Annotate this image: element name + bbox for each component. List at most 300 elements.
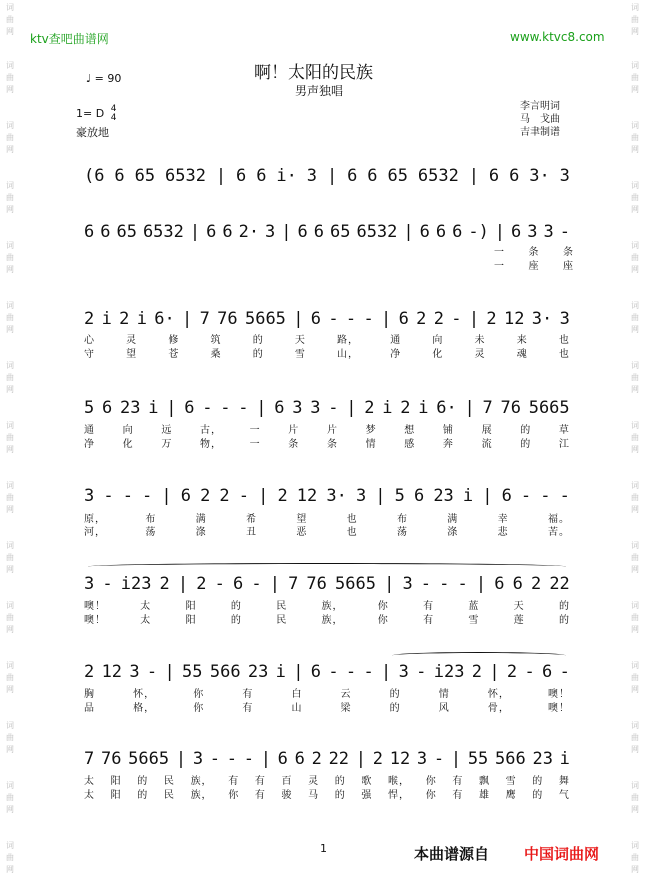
side-watermark-right: 词 曲 网 (631, 3, 639, 36)
lyric-syllable: 山， (337, 349, 360, 360)
side-watermark-left: 词 曲 网 (6, 361, 14, 394)
note-group: 3 (84, 486, 95, 506)
lyric-syllable: 阳 (110, 776, 122, 787)
lyric-syllable: 有 (452, 776, 464, 787)
note-group: 6 (256, 166, 267, 186)
lyric-syllable: 丑 (245, 527, 257, 538)
note-group: 6 (419, 222, 430, 242)
note-group: 6 (512, 574, 523, 594)
lyric-syllable: 远 (161, 425, 173, 436)
lyric-syllable: 你 (377, 601, 389, 612)
note-group: i (148, 398, 159, 418)
lyric-syllable: 太 (84, 776, 95, 787)
source-site: 中国词曲网 (524, 845, 600, 863)
lyric-syllable: 怀， (487, 689, 510, 700)
bar-line: | (293, 662, 304, 682)
lyric-syllable: 云 (340, 689, 352, 700)
lyric-syllable: 阳 (185, 601, 197, 612)
note-group: 6 (501, 486, 512, 506)
bar-line: | (215, 166, 227, 186)
note-group: 6 (494, 574, 505, 594)
side-watermark-left: 词 曲 网 (6, 781, 14, 814)
lyric-syllable: 满 (447, 514, 459, 525)
note-group: 6532 (164, 166, 206, 186)
lyric-syllable: 你 (377, 615, 389, 626)
lyric-syllable: 恶 (296, 527, 308, 538)
side-watermark-right: 词 曲 网 (631, 181, 639, 214)
note-group: - (433, 749, 445, 769)
note-group: 2· (238, 222, 260, 242)
side-watermark-left: 词 曲 网 (6, 121, 14, 154)
note-group: 55 (182, 662, 203, 682)
lyric-syllable: 有 (423, 601, 435, 612)
note-group: 65 (387, 166, 408, 186)
lyric-syllable: 雄 (478, 790, 490, 801)
lyric-syllable: 雪 (468, 615, 480, 626)
note-group: 2 (277, 486, 288, 506)
note-group: 566 (209, 662, 241, 682)
notation-line (84, 166, 570, 186)
note-group: - (102, 574, 113, 594)
lyric-syllable: 荡 (145, 527, 157, 538)
bar-line: | (269, 574, 280, 594)
note-group: 3 (402, 574, 413, 594)
lyric-syllable: 也 (346, 514, 358, 525)
bar-line: | (384, 574, 395, 594)
side-watermark-right: 词 曲 网 (631, 841, 639, 874)
note-group: 2 (372, 749, 383, 769)
note-group: - (209, 749, 221, 769)
lyric-syllable: 的 (252, 349, 264, 360)
lyric-syllable: 民 (163, 776, 175, 787)
bar-line: | (489, 662, 500, 682)
note-group: 7 (482, 398, 493, 418)
lyric-syllable: 望 (126, 349, 138, 360)
note-group: i (101, 309, 112, 329)
bar-line: | (375, 486, 386, 506)
lyric-syllable: 梁 (340, 703, 352, 714)
note-group: 22 (328, 749, 350, 769)
note-group: - (559, 662, 570, 682)
bar-line: | (189, 222, 201, 242)
note-group: 22 (549, 574, 570, 594)
note-group: 2 (416, 309, 427, 329)
lyrics-verse-2 (84, 438, 570, 452)
lyric-syllable: 喉， (388, 776, 411, 787)
note-group: - (345, 309, 357, 329)
lyric-syllable: 桑 (210, 349, 222, 360)
note-group: 6532 (356, 222, 398, 242)
lyric-syllable: 有 (242, 703, 254, 714)
note-group: 6 (347, 166, 358, 186)
lyric-syllable: 你 (425, 790, 437, 801)
note-group: - (202, 398, 213, 418)
time-bottom: 4 (110, 113, 117, 123)
note-group: 2 (471, 662, 483, 682)
lyric-syllable: 一 (249, 425, 261, 436)
note-group: 23 (433, 486, 454, 506)
lyric-syllable: 太 (140, 601, 152, 612)
note-group: i (382, 398, 393, 418)
note-group: 6 (232, 574, 244, 594)
lyric-syllable: 阳 (110, 790, 122, 801)
lyric-syllable: 条 (288, 439, 300, 450)
note-group: 12 (389, 749, 411, 769)
lyric-syllable: 原， (84, 514, 106, 525)
note-group: 6· (154, 309, 175, 329)
lyric-syllable: 的 (532, 790, 544, 801)
lyric-syllable: 骨， (487, 703, 510, 714)
note-group: 2 (506, 662, 518, 682)
note-group: 6 (236, 166, 247, 186)
note-group: 6 (277, 749, 288, 769)
lyric-syllable: 噢！ (84, 601, 106, 612)
lyric-syllable: 的 (230, 615, 242, 626)
note-group: 6 (511, 222, 522, 242)
lyric-syllable: 的 (389, 689, 401, 700)
note-group: 6532 (417, 166, 459, 186)
note-group: - (122, 486, 133, 506)
note-group: 6 (102, 398, 113, 418)
lyric-syllable: 你 (193, 689, 205, 700)
lyric-syllable: 座 (563, 261, 574, 272)
lyric-syllable: 鹰 (505, 790, 517, 801)
lyric-syllable: 布 (145, 514, 157, 525)
side-watermark-right: 词 曲 网 (631, 121, 639, 154)
lyric-syllable: 通 (390, 335, 402, 346)
lyric-syllable: 路， (337, 335, 360, 346)
lyric-syllable: 守 (84, 349, 95, 360)
lyric-syllable: 情 (438, 689, 450, 700)
engraver: 吉聿制谱 (520, 127, 560, 138)
lyric-syllable: 民 (276, 615, 288, 626)
note-group: 3 (84, 574, 95, 594)
lyric-syllable: 悲 (497, 527, 509, 538)
lyric-syllable: 阳 (185, 615, 197, 626)
note-group: - (226, 749, 237, 769)
note-group: 6 (206, 222, 217, 242)
note-group: - (142, 486, 153, 506)
lyrics-verse-2 (84, 702, 570, 716)
note-group: - (416, 662, 427, 682)
lyric-syllable: 飘 (478, 776, 490, 787)
note-group: 76 (306, 574, 327, 594)
time-signature (111, 105, 117, 123)
lyric-syllable: 的 (334, 776, 346, 787)
notation-line (84, 749, 570, 769)
note-group: i (559, 749, 570, 769)
side-watermark-left: 词 曲 网 (6, 721, 14, 754)
lyric-syllable: 灵 (474, 349, 486, 360)
note-group: - (146, 662, 158, 682)
note-group: 65 (329, 222, 351, 242)
lyrics-verse-1 (494, 246, 574, 260)
note-group: 65 (116, 222, 137, 242)
lyric-syllable: 荡 (396, 527, 408, 538)
bar-line: | (468, 166, 479, 186)
lyric-syllable: 情 (365, 439, 377, 450)
lyric-syllable: 族， (190, 776, 213, 787)
note-group: 2 (200, 486, 211, 506)
note-group: 3 (355, 486, 367, 506)
lyric-syllable: 净 (390, 349, 402, 360)
note-group: 2 (486, 309, 497, 329)
note-group: 6 (452, 222, 463, 242)
lyric-syllable: 太 (140, 615, 152, 626)
lyric-syllable: 强 (361, 790, 373, 801)
note-group: 6 (310, 662, 322, 682)
lyric-syllable: 的 (137, 776, 149, 787)
key-signature (76, 105, 116, 123)
lyric-syllable: 望 (296, 514, 308, 525)
note-group: 23 (120, 398, 141, 418)
lyric-syllable: 的 (334, 790, 346, 801)
side-watermark-right: 词 曲 网 (631, 601, 639, 634)
lyric-syllable: 天 (294, 335, 306, 346)
site-url: www.ktvc8.com (510, 30, 605, 44)
lyric-syllable: 有 (423, 615, 435, 626)
lyric-syllable: 片 (288, 425, 300, 436)
notation-line (84, 222, 570, 242)
lyric-syllable: 噢！ (84, 615, 106, 626)
lyric-syllable: 梦 (365, 425, 377, 436)
lyric-syllable: 筑 (210, 335, 222, 346)
note-group: 3· (326, 486, 347, 506)
note-group: 12 (503, 309, 525, 329)
lyric-syllable: 万 (161, 439, 173, 450)
side-watermark-right: 词 曲 网 (631, 61, 639, 94)
lyric-syllable: 民 (276, 601, 288, 612)
lyric-syllable: 雪 (505, 776, 517, 787)
lyric-syllable: 舞 (558, 776, 570, 787)
side-watermark-left: 词 曲 网 (6, 601, 14, 634)
note-group: 6 (274, 398, 285, 418)
note-group: 6 (114, 166, 125, 186)
lyric-syllable: 马 (308, 790, 320, 801)
note-group: - (103, 486, 114, 506)
lyric-syllable: 民 (163, 790, 175, 801)
note-group: 6 (313, 222, 324, 242)
lyric-syllable: 悍， (388, 790, 411, 801)
bar-line: | (381, 662, 392, 682)
page-number: 1 (320, 842, 327, 855)
note-group: 6· (436, 398, 457, 418)
side-watermark-left: 词 曲 网 (6, 541, 14, 574)
note-group: 5665 (528, 398, 570, 418)
lyric-syllable: 一 (249, 439, 261, 450)
notation-line (84, 398, 570, 418)
lyric-syllable: 你 (193, 703, 205, 714)
note-group: - (238, 398, 249, 418)
lyric-syllable: 化 (432, 349, 444, 360)
note-group: 76 (500, 398, 521, 418)
lyric-syllable: 歌 (361, 776, 373, 787)
note-group: 5 (394, 486, 405, 506)
note-group: - (251, 574, 262, 594)
note-group: - (420, 574, 432, 594)
lyric-syllable: 条 (528, 247, 540, 258)
lyric-syllable: 的 (558, 601, 570, 612)
bar-line: | (293, 309, 304, 329)
lyrics-verse-1 (84, 688, 570, 702)
lyric-syllable: 的 (520, 425, 532, 436)
lyrics-verse-2 (84, 789, 570, 803)
lyric-syllable: 太 (84, 790, 95, 801)
notation-system-1 (84, 166, 570, 206)
side-watermark-left: 词 曲 网 (6, 3, 14, 36)
note-group: 2 (84, 662, 95, 682)
lyric-syllable: 的 (558, 615, 570, 626)
lyric-syllable: 有 (254, 790, 266, 801)
lyric-syllable: 河， (84, 527, 106, 538)
note-group: - (363, 309, 374, 329)
note-group: 12 (101, 662, 123, 682)
note-group: 65 (134, 166, 156, 186)
note-group: 2 (311, 749, 322, 769)
lyric-syllable: 苍 (168, 349, 180, 360)
note-group: 6 (294, 749, 305, 769)
lyric-syllable: 格， (133, 703, 156, 714)
note-group: 566 (495, 749, 526, 769)
note-group: 3 (559, 166, 570, 186)
lyric-syllable: 怀， (133, 689, 156, 700)
lyric-syllable: 座 (528, 261, 540, 272)
note-group: i23 (433, 662, 465, 682)
side-watermark-right: 词 曲 网 (631, 421, 639, 454)
tempo-mark: ♩ = 90 (86, 72, 122, 85)
composer: 马 戈曲 (520, 114, 560, 125)
bar-line: | (161, 486, 172, 506)
lyric-syllable: 骏 (281, 790, 293, 801)
note-group: 6 (367, 166, 378, 186)
note-group: 6 (413, 486, 425, 506)
note-group: 7 (199, 309, 210, 329)
note-group: 5665 (128, 749, 170, 769)
lyric-syllable: 条 (563, 247, 574, 258)
lyric-syllable: 来 (516, 335, 528, 346)
bar-line: | (326, 166, 338, 186)
lyric-syllable: 也 (558, 349, 570, 360)
notation-line (84, 662, 570, 682)
bar-line: | (475, 574, 487, 594)
note-group: 3 (543, 222, 554, 242)
note-group: i· (276, 166, 297, 186)
note-group: 23 (532, 749, 553, 769)
lyric-syllable: 涤 (447, 527, 459, 538)
note-group: 5665 (244, 309, 286, 329)
lyricist: 李言明词 (520, 101, 560, 112)
lyric-syllable: 古， (199, 425, 222, 436)
lyric-syllable: 想 (404, 425, 416, 436)
note-group: 3 (416, 749, 428, 769)
note-group: (6 (84, 166, 105, 186)
note-group: - (328, 398, 339, 418)
lyric-syllable: 条 (326, 439, 338, 450)
lyric-syllable: 净 (84, 439, 95, 450)
lyric-syllable: 百 (281, 776, 293, 787)
lyric-syllable: 修 (168, 335, 180, 346)
source-label: 本曲谱源自 (414, 845, 490, 863)
lyric-syllable: 灵 (308, 776, 320, 787)
note-group: -) (468, 222, 489, 242)
lyric-syllable: 涤 (195, 527, 207, 538)
lyric-syllable: 化 (122, 439, 134, 450)
note-group: - (345, 662, 357, 682)
lyric-syllable: 族， (321, 601, 344, 612)
lyric-syllable: 你 (228, 790, 240, 801)
bar-line: | (482, 486, 493, 506)
lyric-syllable: 蓝 (468, 601, 480, 612)
note-group: - (220, 398, 231, 418)
note-group: 2 (119, 309, 130, 329)
note-group: 6532 (142, 222, 184, 242)
note-group: 6 (542, 662, 553, 682)
note-group: 3 (306, 166, 318, 186)
lyric-syllable: 布 (396, 514, 408, 525)
note-group: i (275, 662, 286, 682)
note-group: 2 (364, 398, 375, 418)
bar-line: | (177, 574, 189, 594)
lyric-syllable: 感 (404, 439, 416, 450)
bar-line: | (258, 486, 269, 506)
note-group: 3 (265, 222, 276, 242)
lyric-syllable: 铺 (442, 425, 454, 436)
lyric-syllable: 幸 (497, 514, 509, 525)
bar-line: | (260, 749, 271, 769)
lyric-syllable: 山 (291, 703, 303, 714)
side-watermark-right: 词 曲 网 (631, 721, 639, 754)
note-group: 3 (310, 398, 321, 418)
side-watermark-right: 词 曲 网 (631, 301, 639, 334)
note-group: 76 (217, 309, 238, 329)
note-group: 6 (488, 166, 500, 186)
side-watermark-right: 词 曲 网 (631, 481, 639, 514)
lyric-syllable: 片 (326, 425, 338, 436)
side-watermark-left: 词 曲 网 (6, 421, 14, 454)
phrase-slur (392, 652, 566, 659)
note-group: 2 (400, 398, 411, 418)
lyric-syllable: 胸 (84, 689, 95, 700)
note-group: 6 (398, 309, 409, 329)
note-group: - (540, 486, 551, 506)
lyric-syllable: 的 (137, 790, 149, 801)
style-mark: 豪放地 (76, 126, 109, 139)
note-group: - (451, 309, 462, 329)
side-watermark-left: 词 曲 网 (6, 481, 14, 514)
lyric-syllable: 有 (228, 776, 240, 787)
note-group: i (462, 486, 474, 506)
note-group: - (439, 574, 450, 594)
side-watermark-left: 词 曲 网 (6, 61, 14, 94)
note-group: 3 (527, 222, 538, 242)
note-group: 6 (184, 398, 195, 418)
notation-line (84, 309, 570, 329)
note-group: 6 (100, 222, 111, 242)
lyric-syllable: 的 (252, 335, 264, 346)
note-group: 3 (129, 662, 140, 682)
note-group: 6 (509, 166, 520, 186)
note-group: 55 (467, 749, 489, 769)
lyric-syllable: 物， (199, 439, 222, 450)
lyrics-verse-2 (84, 526, 570, 540)
side-watermark-right: 词 曲 网 (631, 361, 639, 394)
bar-line: | (182, 309, 193, 329)
lyric-syllable: 流 (481, 439, 493, 450)
note-group: 2 (433, 309, 444, 329)
note-group: 12 (296, 486, 318, 506)
bar-line: | (164, 662, 175, 682)
lyric-syllable: 一 (494, 261, 505, 272)
